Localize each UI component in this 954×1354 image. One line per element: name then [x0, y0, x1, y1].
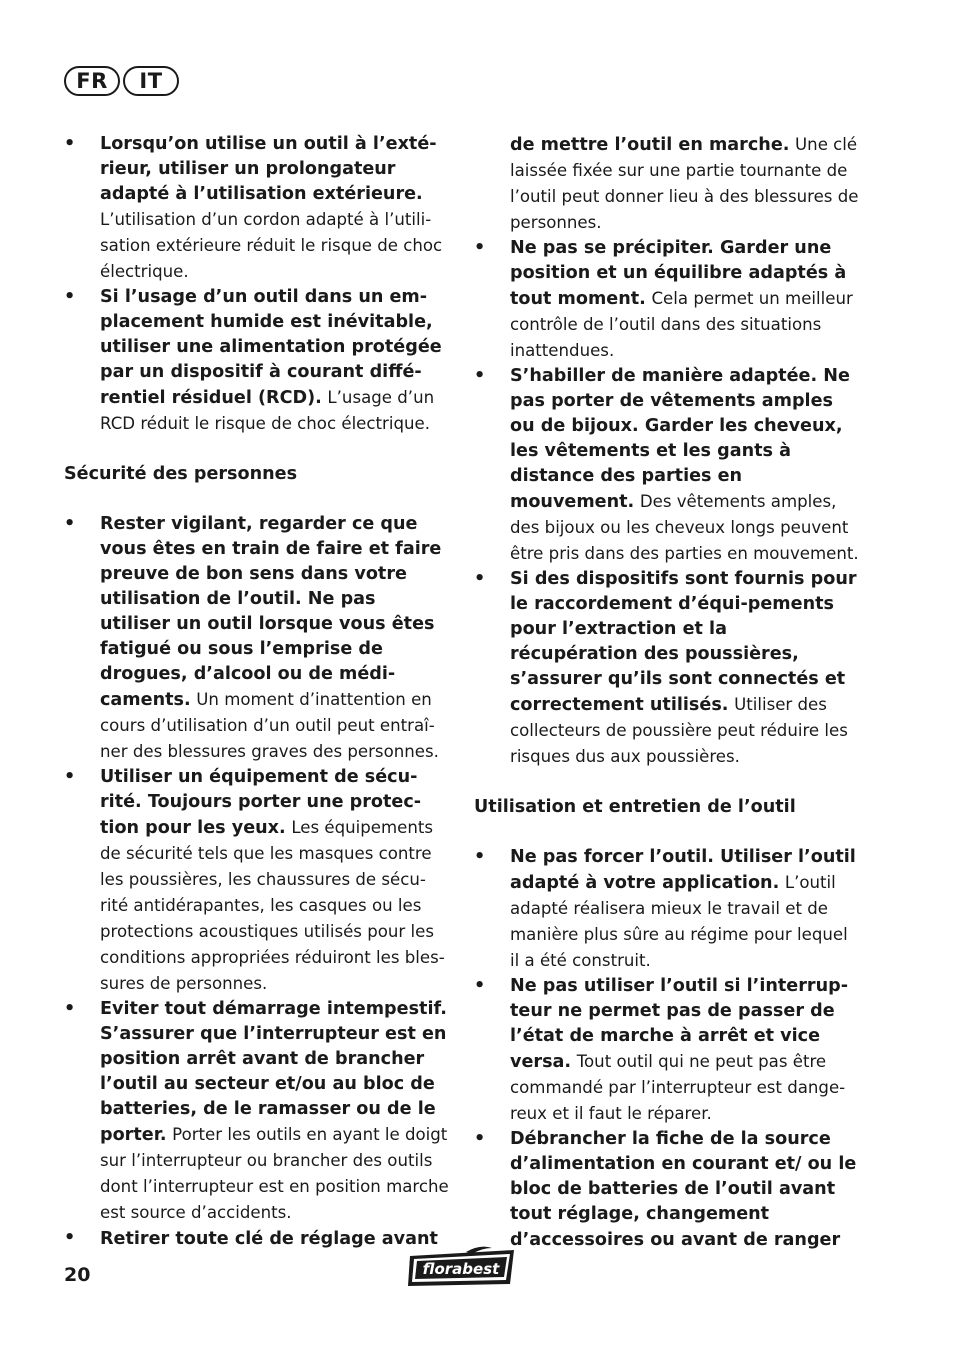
- safety-list: [474, 845, 859, 1253]
- section-heading: Utilisation et entretien de l’outil: [474, 797, 796, 817]
- logo-text: florabest: [422, 1260, 500, 1278]
- item-bold-text: de mettre l’outil en marche.: [510, 135, 790, 155]
- item-body-text: L’usage d’un RCD réduit le risque de choc électrique.: [100, 388, 435, 433]
- item-body-text: Une clé laissée fixée sur une partie tournante de l’outil peut donner lieu à des blessures de personnes.: [510, 135, 859, 232]
- item-body-text: Tout outil qui ne peut pas être commandé par l’interrupteur est dange-reux et il faut le réparer.: [510, 1052, 846, 1123]
- left-column: [64, 132, 449, 1252]
- list-item: [474, 236, 859, 364]
- item-bold-text: Débrancher la fiche de la source d’alimentation en courant et/ ou le bloc de batteries de l’outil avant tout réglage, changement d’accessoires ou avant de ranger: [510, 1129, 857, 1250]
- item-bold-text: Utiliser un équipement de sécu-rité. Toujours porter une protec-tion pour les yeux.: [100, 767, 422, 838]
- item-bold-text: Rester vigilant, regarder ce que vous êtes en train de faire et faire preuve de bon sens dans votre utilisation de l’outil. Ne pas utiliser un outil lorsque vous êtes fatigué ou sous l’emprise de drogues, d’alcool ou de médi-caments.: [100, 514, 442, 710]
- item-body-text: L’outil adapté réalisera mieux le travail et de manière plus sûre au régime pour lequel il a été construit.: [510, 873, 848, 970]
- item-bold-text: Retirer toute clé de réglage avant: [100, 1229, 438, 1249]
- list-item: [474, 845, 859, 974]
- item-bold-text: S’habiller de manière adaptée. Ne pas porter de vêtements amples ou de bijoux. Garder les cheveux, les vêtements et les gants à distance des parties en mouvement.: [510, 366, 850, 512]
- list-item: [474, 1127, 859, 1253]
- list-item: [474, 974, 859, 1127]
- item-body-text: Les équipements de sécurité tels que les masques contre les poussières, les chaussures de sécu-rité antidérapantes, les casques ou les protections acoustiques utilisés pour les conditions appropriées réduiront les bles-sures de personnes.: [100, 818, 445, 993]
- language-badge-fr: FR: [64, 66, 120, 96]
- item-bold-text: Lorsqu’on utilise un outil à l’exté-rieur, utiliser un prolongateur adapté à l’utilisation extérieure.: [100, 134, 437, 204]
- section-heading: Sécurité des personnes: [64, 464, 298, 484]
- item-body-text: Des vêtements amples, des bijoux ou les cheveux longs peuvent être pris dans des parties en mouvement.: [510, 492, 859, 563]
- item-bold-text: Ne pas se précipiter. Garder une position et un équilibre adaptés à tout moment.: [510, 238, 847, 309]
- item-body-text: L’utilisation d’un cordon adapté à l’utili-sation extérieure réduit le risque de choc électrique.: [100, 210, 443, 281]
- item-body-text: Porter les outils en ayant le doigt sur l’interrupteur ou brancher des outils dont l’interrupteur est en position marche est source d’accidents.: [100, 1125, 449, 1222]
- list-item: [64, 512, 449, 765]
- list-item: [64, 1226, 449, 1252]
- list-item-continued: [474, 132, 859, 236]
- safety-list: [64, 512, 449, 1252]
- item-bold-text: Ne pas forcer l’outil. Utiliser l’outil adapté à votre application.: [510, 847, 856, 893]
- list-item: [64, 765, 449, 997]
- page-number: 20: [64, 1264, 91, 1286]
- list-item: [64, 285, 449, 437]
- right-column: [474, 132, 859, 1253]
- florabest-logo: [406, 1244, 518, 1290]
- item-bold-text: Eviter tout démarrage intempestif. S’assurer que l’interrupteur est en position arrêt avant de brancher l’outil au secteur et/ou au bloc de batteries, de le ramasser ou de le porter.: [100, 999, 447, 1145]
- list-item: [474, 364, 859, 567]
- item-body-text: Utiliser des collecteurs de poussière peut réduire les risques dus aux poussières.: [510, 695, 848, 766]
- item-bold-text: Ne pas utiliser l’outil si l’interrup-teur ne permet pas de passer de l’état de marche à arrêt et vice versa.: [510, 976, 849, 1072]
- item-bold-text: Si l’usage d’un outil dans un em-placement humide est inévitable, utiliser une alimentation protégée par un dispositif à courant diffé-rentiel résiduel (RCD).: [100, 287, 442, 408]
- language-badges: [64, 66, 179, 96]
- list-item: [64, 997, 449, 1226]
- item-body-text: Un moment d’inattention en cours d’utilisation d’un outil peut entraî-ner des blessures graves des personnes.: [100, 690, 439, 761]
- item-bold-text: Si des dispositifs sont fournis pour le raccordement d’équi-pements pour l’extraction et la récupération des poussières, s’assurer qu’ils sont connectés et correctement utilisés.: [510, 569, 857, 715]
- safety-list: [474, 132, 859, 770]
- list-item: [474, 567, 859, 770]
- language-badge-it: IT: [123, 66, 179, 96]
- safety-list: [64, 132, 449, 437]
- item-body-text: Cela permet un meilleur contrôle de l’outil dans des situations inattendues.: [510, 289, 853, 360]
- list-item: [64, 132, 449, 285]
